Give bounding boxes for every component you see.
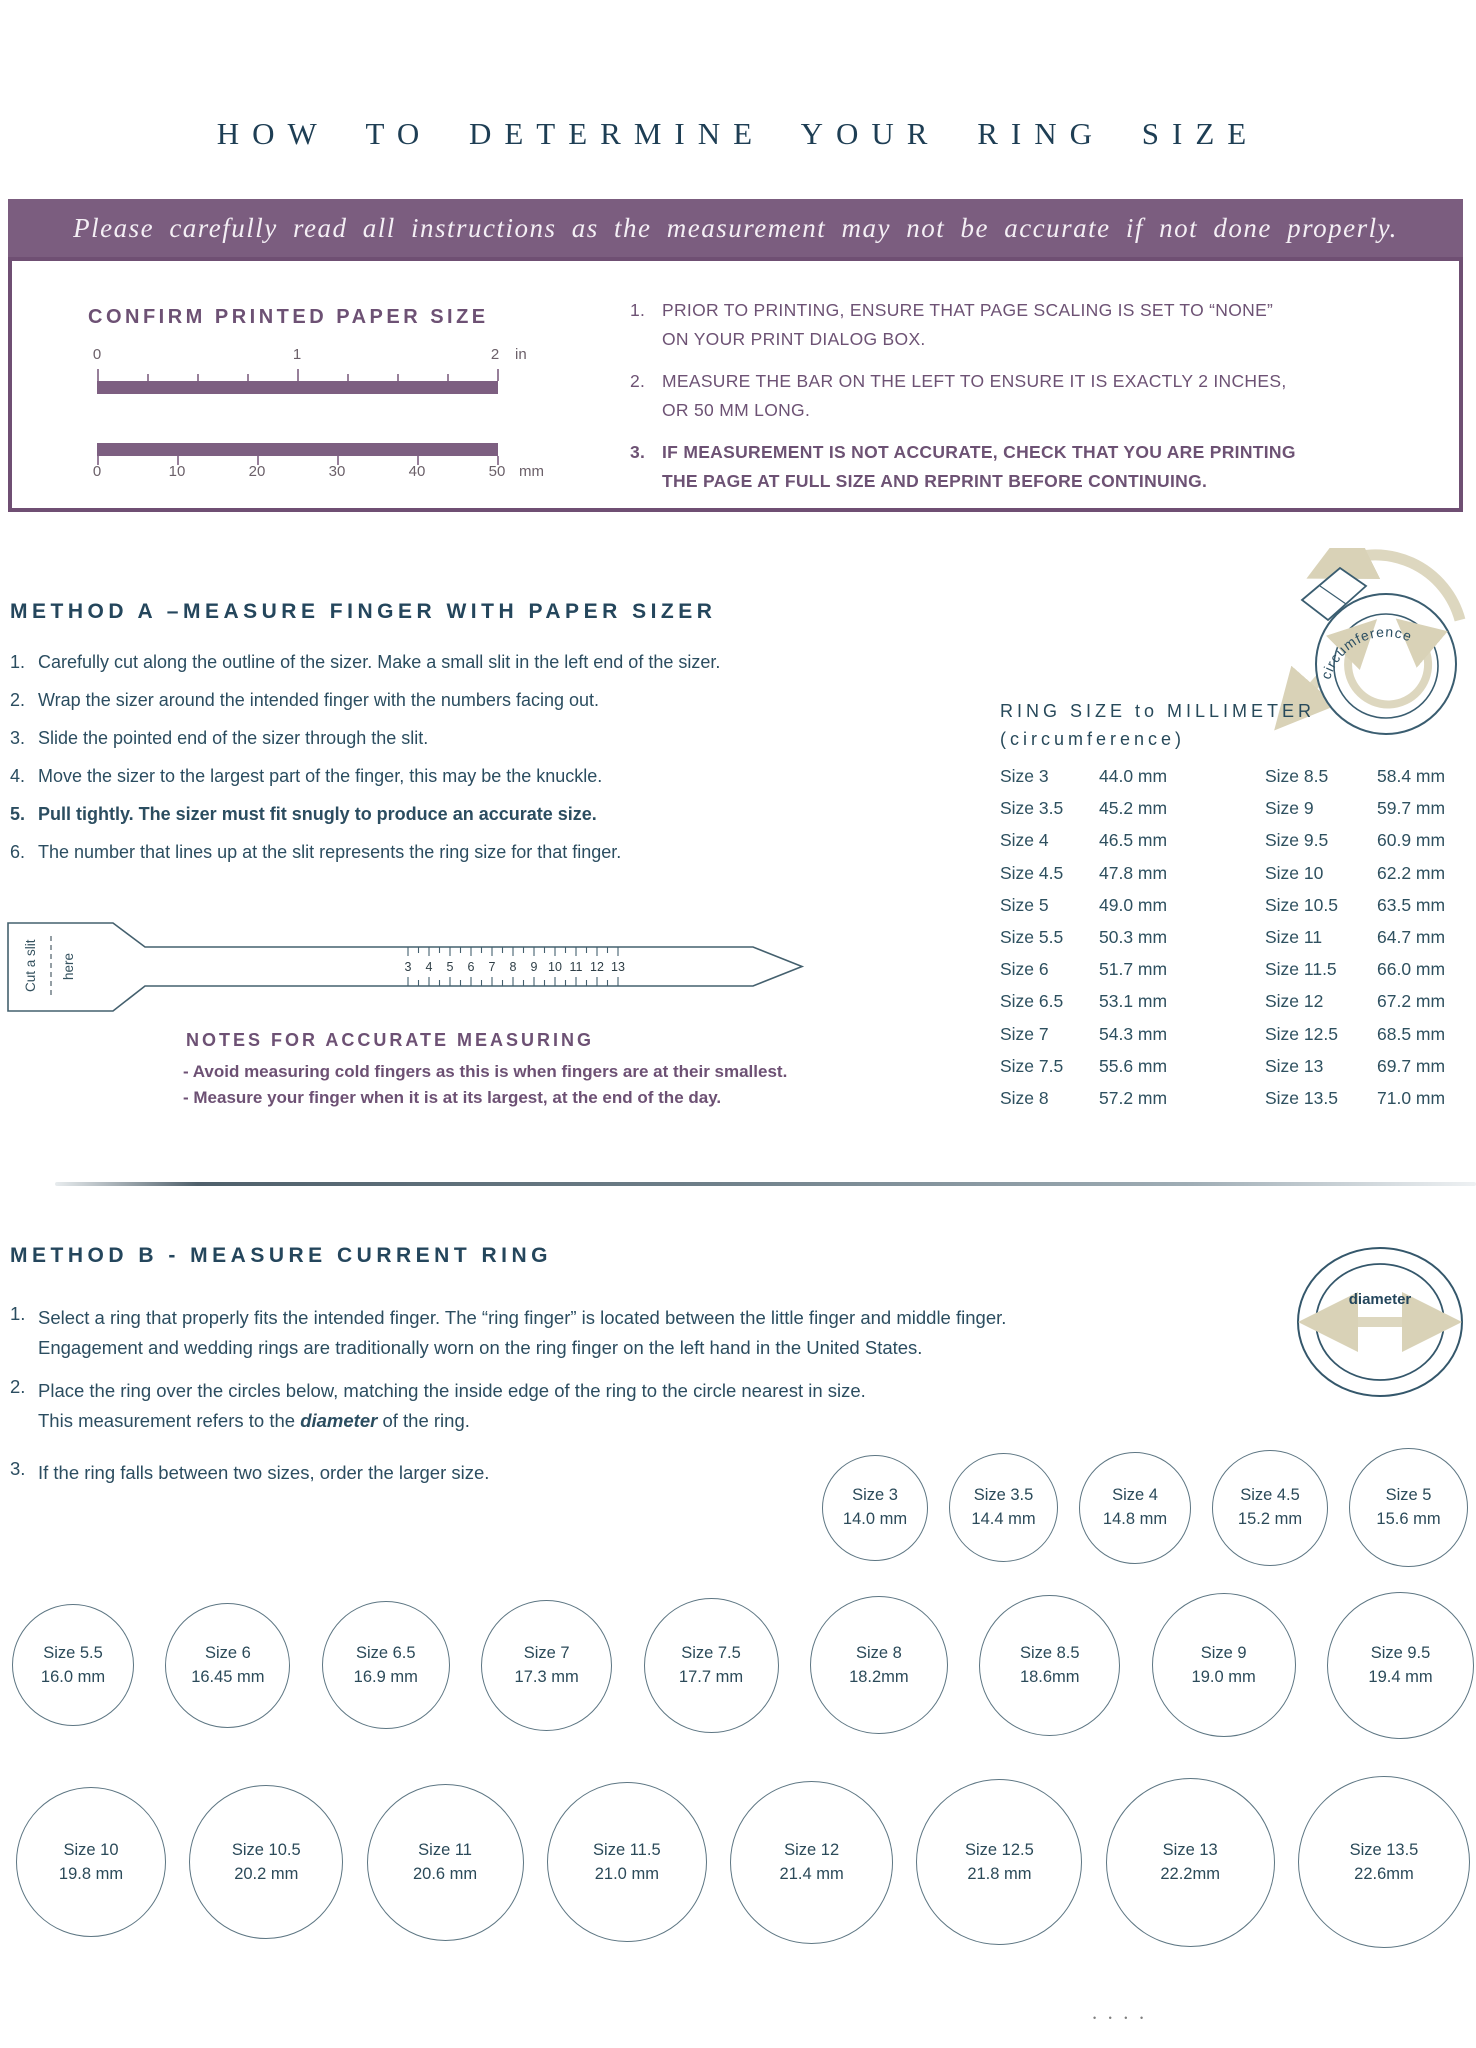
sizer-number: 7 — [488, 960, 496, 974]
size-table-row — [1265, 991, 1465, 1015]
table-size-cell: Size 13.5 — [1265, 1088, 1338, 1108]
circle-size-label: Size 7 — [523, 1643, 570, 1662]
table-mm-cell: 51.7 mm — [1099, 959, 1168, 980]
circle-size-label: Size 6.5 — [355, 1643, 416, 1662]
step-text: Pull tightly. The sizer must fit snugly to produce an accurate size. — [38, 804, 597, 824]
footer-dots: • • • • — [1093, 2013, 1149, 2023]
ring-size-circle — [1327, 1592, 1474, 1739]
diameter-ring-illustration — [1292, 1244, 1470, 1400]
sizer-number: 5 — [446, 960, 454, 974]
confirm-instruction-item — [630, 296, 1273, 354]
table-size-cell: Size 4 — [1000, 830, 1049, 851]
ruler-tick-label: 20 — [248, 463, 266, 480]
size-table-row — [1000, 830, 1200, 854]
ruler-tick-label: 0 — [92, 463, 102, 480]
cut-slit-label-1: Cut a slit — [23, 939, 38, 992]
size-table-row — [1000, 863, 1200, 887]
table-mm-cell: 47.8 mm — [1099, 862, 1168, 883]
method-a-step — [10, 766, 602, 787]
size-table-row — [1265, 766, 1465, 790]
circle-size-label: Size 3 — [852, 1486, 898, 1504]
size-table-row — [1265, 863, 1465, 887]
table-size-cell: Size 10.5 — [1265, 894, 1338, 915]
warning-banner — [8, 199, 1463, 257]
circle-mm-label: 15.6 mm — [1376, 1510, 1441, 1528]
confirm-instruction-item — [630, 367, 1286, 425]
sizer-number: 11 — [569, 960, 583, 974]
ring-size-circle — [189, 1785, 343, 1939]
circle-size-label: Size 11.5 — [593, 1840, 661, 1859]
circle-mm-label: 14.4 mm — [971, 1510, 1036, 1528]
table-mm-cell: 69.7 mm — [1377, 1055, 1446, 1076]
inch-ruler-ticks — [97, 369, 500, 381]
ring-size-circle — [822, 1455, 928, 1561]
step-number: 3. — [10, 728, 26, 748]
circle-size-label: Size 13.5 — [1349, 1840, 1419, 1859]
circle-row — [16, 1776, 1470, 1948]
ring-size-circle — [16, 1787, 166, 1937]
method-a-step — [10, 804, 597, 825]
circle-mm-label: 14.0 mm — [842, 1510, 908, 1528]
table-mm-cell: 58.4 mm — [1377, 766, 1446, 786]
table-size-cell: Size 9.5 — [1265, 830, 1329, 851]
sizer-number: 3 — [404, 960, 412, 974]
note-line: - Measure your finger when it is at its largest, at the end of the day. — [183, 1088, 722, 1107]
circle-mm-label: 20.6 mm — [412, 1864, 478, 1883]
step-number: 3. — [10, 1458, 26, 1479]
method-b-step — [10, 1458, 489, 1488]
method-b-step — [10, 1376, 866, 1436]
step-text — [38, 1303, 1006, 1363]
instruction-line: ON YOUR PRINT DIALOG BOX. — [662, 329, 926, 349]
ring-size-circle — [12, 1604, 134, 1726]
warning-banner-text: Please carefully read all instructions as the measurement may not be accurate if not done properly. — [73, 212, 1398, 243]
instruction-line: PRIOR TO PRINTING, ENSURE THAT PAGE SCALING IS SET TO “NONE” — [662, 300, 1274, 320]
instruction-number: 3. — [630, 442, 646, 462]
table-size-cell: Size 4.5 — [1000, 862, 1064, 883]
size-table-row — [1000, 927, 1200, 951]
size-table-row — [1000, 1024, 1200, 1048]
size-table-row — [1000, 766, 1200, 790]
circumference-label: circumference — [1317, 623, 1415, 682]
circle-mm-label: 22.2mm — [1160, 1864, 1220, 1883]
step-text — [38, 1458, 489, 1488]
notes-heading: NOTES FOR ACCURATE MEASURING — [186, 1030, 594, 1050]
page-title: HOW TO DETERMINE YOUR RING SIZE — [216, 116, 1260, 151]
instruction-number: 1. — [630, 300, 646, 320]
table-size-cell: Size 12.5 — [1265, 1023, 1338, 1044]
method-a-step — [10, 842, 621, 863]
size-table-row — [1000, 991, 1200, 1015]
circle-mm-label: 21.0 mm — [594, 1864, 659, 1883]
ring-size-circle — [644, 1598, 779, 1733]
table-mm-cell: 54.3 mm — [1099, 1023, 1168, 1044]
instruction-number: 2. — [630, 371, 646, 391]
table-mm-cell: 57.2 mm — [1099, 1088, 1168, 1108]
circle-size-label: Size 10 — [63, 1840, 119, 1859]
size-table-row — [1265, 830, 1465, 854]
ruler-unit-label: in — [515, 346, 527, 363]
step-number: 2. — [10, 690, 26, 710]
sizer-number: 13 — [611, 960, 625, 974]
circle-mm-label: 17.3 mm — [514, 1667, 579, 1686]
ring-size-circle — [979, 1595, 1120, 1736]
step-number: 6. — [10, 842, 26, 862]
cut-slit-label-2: here — [61, 952, 76, 980]
size-table-row — [1265, 959, 1465, 983]
table-mm-cell: 44.0 mm — [1099, 766, 1168, 786]
table-size-cell: Size 11.5 — [1265, 959, 1337, 980]
circle-mm-label: 22.6mm — [1354, 1864, 1414, 1883]
table-size-cell: Size 6.5 — [1000, 991, 1064, 1012]
table-size-cell: Size 7.5 — [1000, 1055, 1064, 1076]
table-size-cell: Size 13 — [1265, 1055, 1324, 1076]
table-mm-cell: 55.6 mm — [1099, 1055, 1168, 1076]
ruler-tick-label: 2 — [490, 346, 500, 363]
ring-size-circle — [949, 1453, 1058, 1562]
ring-size-circle — [730, 1781, 893, 1944]
paper-sizer-strip — [5, 918, 815, 1018]
circle-size-label: Size 9 — [1200, 1643, 1247, 1662]
sizer-number: 6 — [467, 960, 475, 974]
ruler-tick-label: 1 — [292, 346, 302, 363]
ring-size-circle — [165, 1603, 290, 1728]
table-size-cell: Size 6 — [1000, 959, 1049, 980]
sizer-number: 12 — [590, 960, 604, 974]
step-line: If the ring falls between two sizes, order the larger size. — [38, 1462, 490, 1483]
circle-size-label: Size 6 — [204, 1643, 251, 1662]
ring-size-circle — [547, 1782, 707, 1942]
ring-size-circle — [1152, 1593, 1296, 1737]
sizer-number: 9 — [530, 960, 538, 974]
table-size-cell: Size 8.5 — [1265, 766, 1329, 786]
table-size-cell: Size 9 — [1265, 798, 1314, 819]
method-a-step — [10, 652, 720, 673]
table-size-cell: Size 3.5 — [1000, 798, 1064, 819]
circle-size-label: Size 4 — [1112, 1486, 1158, 1504]
size-table-row — [1265, 1088, 1465, 1112]
circle-mm-label: 16.9 mm — [353, 1667, 418, 1686]
inch-ruler-labels — [92, 346, 527, 364]
size-table-row — [1000, 798, 1200, 822]
circle-row — [822, 1448, 1468, 1567]
size-table-row — [1000, 1088, 1200, 1112]
ruler-tick-label: 50 — [488, 463, 506, 480]
step-text — [38, 1376, 866, 1436]
sizer-number: 4 — [425, 960, 433, 974]
emphasized-word: diameter — [300, 1410, 378, 1431]
sizer-number: 10 — [548, 960, 562, 974]
instruction-text — [662, 367, 1286, 425]
table-mm-cell: 49.0 mm — [1099, 894, 1168, 915]
step-text: Slide the pointed end of the sizer through the slit. — [38, 728, 429, 748]
size-table-row — [1265, 895, 1465, 919]
circle-size-label: Size 3.5 — [973, 1486, 1034, 1504]
instruction-line: THE PAGE AT FULL SIZE AND REPRINT BEFORE CONTINUING. — [662, 471, 1208, 491]
ring-size-circle — [1106, 1778, 1275, 1947]
table-size-cell: Size 11 — [1265, 927, 1323, 947]
step-line: Place the ring over the circles below, matching the inside edge of the ring to the circle nearest in size. — [38, 1380, 866, 1401]
table-mm-cell: 67.2 mm — [1377, 991, 1446, 1012]
circle-size-label: Size 8.5 — [1019, 1643, 1080, 1662]
mm-ruler-bar — [97, 443, 498, 456]
size-table-row — [1000, 1056, 1200, 1080]
table-mm-cell: 53.1 mm — [1099, 991, 1168, 1012]
instruction-line: IF MEASUREMENT IS NOT ACCURATE, CHECK THAT YOU ARE PRINTING — [662, 442, 1296, 462]
ruler-unit-label: mm — [519, 463, 544, 480]
step-number: 1. — [10, 652, 26, 672]
method-b-step — [10, 1303, 1006, 1363]
size-table-subheading: (circumference) — [1000, 729, 1186, 749]
circle-mm-label: 19.0 mm — [1191, 1667, 1256, 1686]
circle-size-label: Size 11 — [418, 1840, 472, 1859]
circle-mm-label: 18.2mm — [849, 1667, 909, 1686]
ring-size-circle — [1349, 1448, 1468, 1567]
ring-size-circle — [322, 1601, 450, 1729]
step-text: Move the sizer to the largest part of the finger, this may be the knuckle. — [38, 766, 603, 786]
table-mm-cell: 45.2 mm — [1099, 798, 1168, 819]
circle-size-label: Size 9.5 — [1370, 1643, 1431, 1662]
circle-mm-label: 19.8 mm — [58, 1864, 124, 1883]
table-mm-cell: 50.3 mm — [1099, 927, 1168, 947]
circle-size-label: Size 12.5 — [965, 1840, 1034, 1859]
table-mm-cell: 64.7 mm — [1377, 927, 1446, 947]
circle-size-label: Size 5.5 — [43, 1643, 103, 1662]
ring-size-circle — [810, 1596, 948, 1734]
instruction-text — [662, 438, 1296, 496]
method-a-step — [10, 728, 428, 749]
instruction-line: OR 50 MM LONG. — [662, 400, 811, 420]
table-mm-cell: 63.5 mm — [1377, 894, 1446, 915]
size-table-row — [1265, 1056, 1465, 1080]
step-text: Carefully cut along the outline of the sizer. Make a small slit in the left end of the sizer. — [38, 652, 721, 672]
size-table-row — [1265, 798, 1465, 822]
note-line: - Avoid measuring cold fingers as this is when fingers are at their smallest. — [183, 1062, 788, 1081]
instruction-line: MEASURE THE BAR ON THE LEFT TO ENSURE IT IS EXACTLY 2 INCHES, — [662, 371, 1287, 391]
circle-mm-label: 21.4 mm — [779, 1864, 844, 1883]
ring-size-circle — [367, 1784, 524, 1941]
table-size-cell: Size 8 — [1000, 1088, 1049, 1108]
circle-size-label: Size 13 — [1162, 1840, 1218, 1859]
confirm-box-heading: CONFIRM PRINTED PAPER SIZE — [88, 306, 489, 328]
circle-size-label: Size 12 — [784, 1840, 840, 1859]
size-table-heading: RING SIZE to MILLIMETER — [1000, 701, 1316, 721]
size-table-row — [1000, 895, 1200, 919]
table-size-cell: Size 3 — [1000, 766, 1049, 786]
circle-size-label: Size 5 — [1385, 1486, 1432, 1504]
ring-size-circle — [481, 1600, 612, 1731]
size-table-row — [1265, 927, 1465, 951]
table-mm-cell: 68.5 mm — [1377, 1023, 1446, 1044]
table-mm-cell: 62.2 mm — [1377, 862, 1446, 883]
sizer-number: 8 — [509, 960, 517, 974]
ruler-tick-label: 10 — [168, 463, 186, 480]
step-line: This measurement refers to the diameter of the ring. — [38, 1410, 470, 1431]
size-table-row — [1000, 959, 1200, 983]
circle-mm-label: 18.6mm — [1019, 1667, 1080, 1686]
ring-size-circle — [916, 1779, 1082, 1945]
ring-size-circle — [1212, 1450, 1328, 1566]
step-number: 1. — [10, 1303, 26, 1324]
step-number: 5. — [10, 804, 26, 824]
table-mm-cell: 46.5 mm — [1099, 830, 1168, 851]
circle-mm-label: 16.0 mm — [40, 1667, 106, 1686]
step-text: Wrap the sizer around the intended finger with the numbers facing out. — [38, 690, 599, 710]
mm-ruler-labels — [92, 463, 544, 481]
circle-mm-label: 17.7 mm — [678, 1667, 744, 1686]
confirm-instruction-item — [630, 438, 1296, 496]
table-size-cell: Size 10 — [1265, 862, 1324, 883]
instruction-text — [662, 296, 1273, 354]
table-size-cell: Size 5 — [1000, 894, 1049, 915]
size-table-row — [1265, 1024, 1465, 1048]
ring-size-circle — [1298, 1776, 1470, 1948]
step-line: Select a ring that properly fits the intended finger. The “ring finger” is located between the little finger and middle finger. — [38, 1307, 1007, 1328]
circle-mm-label: 19.4 mm — [1368, 1667, 1433, 1686]
circle-size-label: Size 7.5 — [681, 1643, 741, 1662]
circle-size-label: Size 10.5 — [231, 1840, 301, 1859]
circle-row — [12, 1591, 1474, 1739]
table-size-cell: Size 5.5 — [1000, 927, 1064, 947]
table-mm-cell: 59.7 mm — [1377, 798, 1446, 819]
circle-mm-label: 15.2 mm — [1237, 1510, 1303, 1528]
circle-mm-label: 21.8 mm — [967, 1864, 1032, 1883]
method-a-step — [10, 690, 599, 711]
circle-mm-label: 20.2 mm — [234, 1864, 299, 1883]
inch-ruler-bar — [97, 381, 498, 394]
circle-mm-label: 14.8 mm — [1102, 1510, 1168, 1528]
ruler-tick-label: 30 — [328, 463, 346, 480]
step-number: 2. — [10, 1376, 26, 1397]
table-mm-cell: 71.0 mm — [1377, 1088, 1446, 1108]
table-size-cell: Size 7 — [1000, 1023, 1049, 1044]
circle-size-label: Size 4.5 — [1240, 1486, 1300, 1504]
ring-size-circle — [1079, 1452, 1191, 1564]
method-b-heading: METHOD B - MEASURE CURRENT RING — [10, 1244, 552, 1267]
step-text: The number that lines up at the slit represents the ring size for that finger. — [38, 842, 622, 862]
method-a-heading: METHOD A –MEASURE FINGER WITH PAPER SIZER — [10, 600, 717, 623]
step-line: Engagement and wedding rings are traditionally worn on the ring finger on the left hand in the United States. — [38, 1337, 923, 1358]
diameter-label: diameter — [1348, 1291, 1412, 1308]
table-size-cell: Size 12 — [1265, 991, 1324, 1012]
table-mm-cell: 60.9 mm — [1377, 830, 1446, 851]
section-divider — [55, 1182, 1476, 1186]
step-number: 4. — [10, 766, 26, 786]
ruler-tick-label: 0 — [92, 346, 102, 363]
circle-mm-label: 16.45 mm — [191, 1667, 265, 1686]
table-mm-cell: 66.0 mm — [1377, 959, 1446, 980]
ruler-tick-label: 40 — [408, 463, 426, 480]
circle-size-label: Size 8 — [855, 1643, 902, 1662]
